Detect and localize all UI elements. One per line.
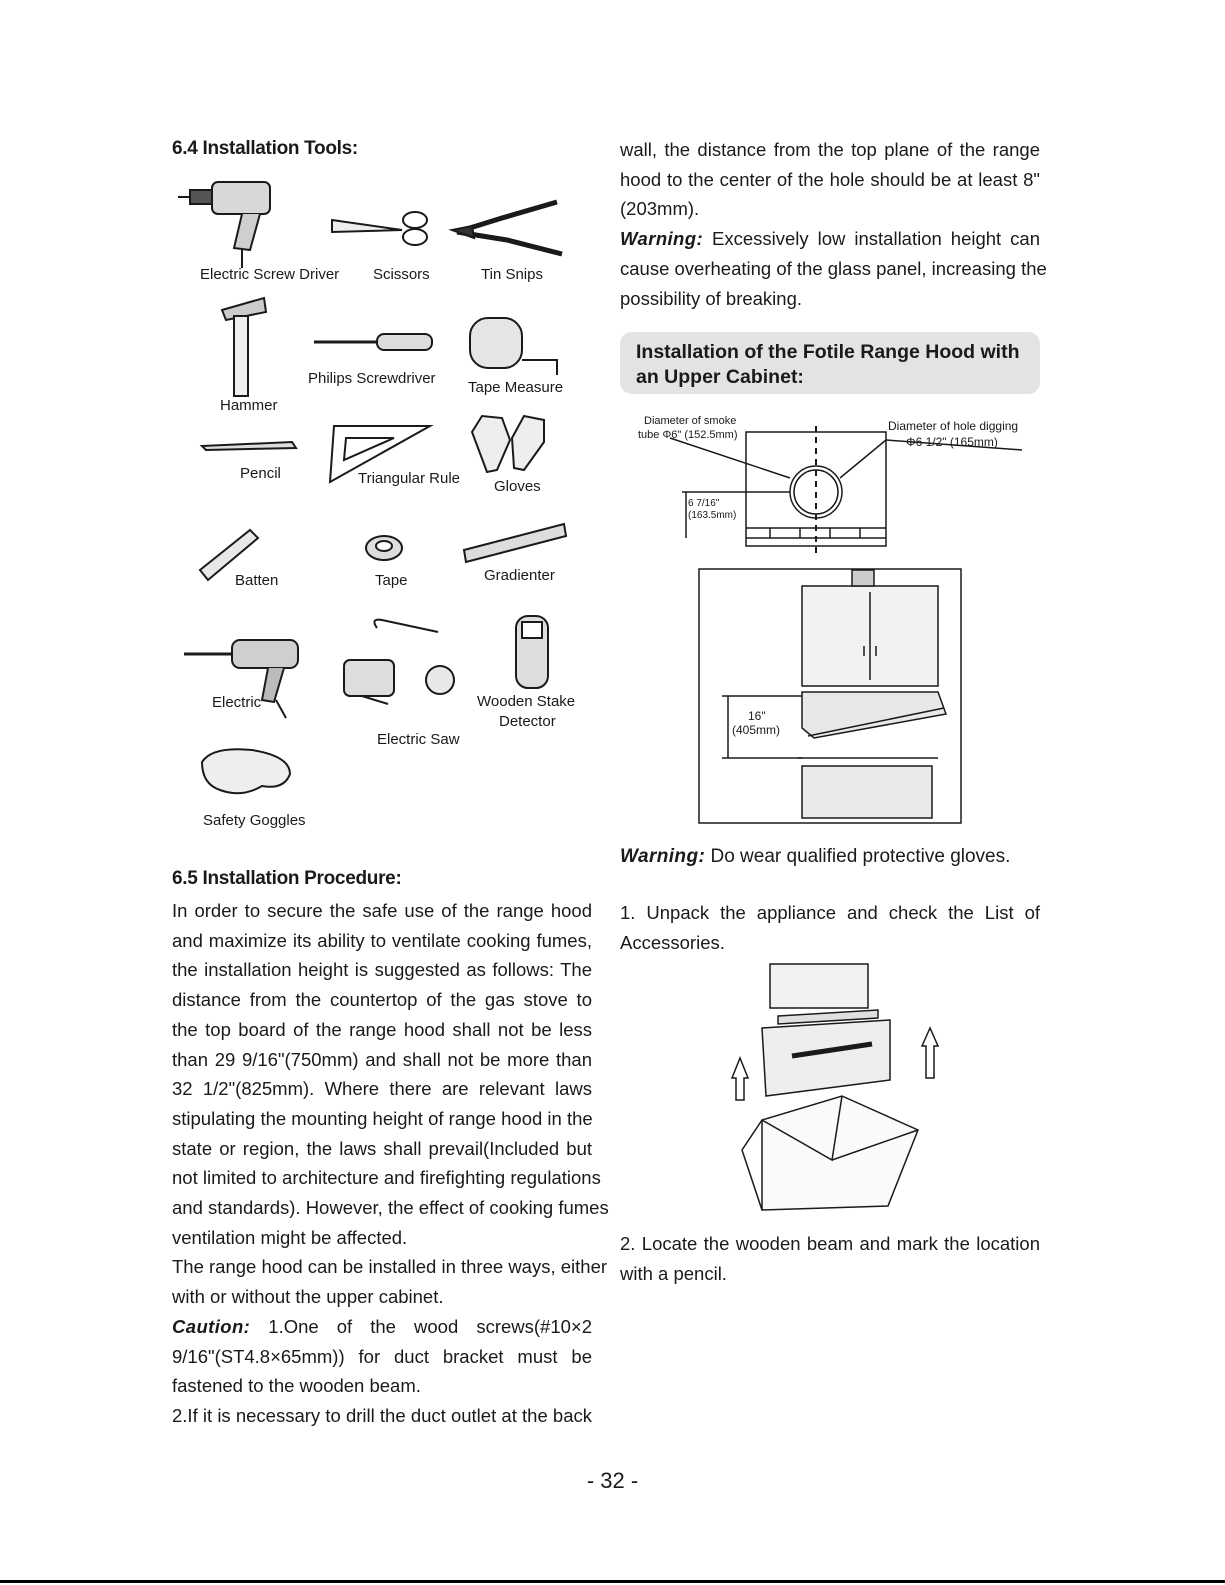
smoke-tube-label-1: Diameter of smoke [644,415,737,427]
section-box [620,332,1040,394]
hole-label-2: Φ6 1/2" (165mm) [906,435,998,449]
smoke-tube-label-2: tube Φ6" (152.5mm) [638,429,738,441]
electric-saw-icon [344,620,454,704]
tool-label-gloves: Gloves [494,478,541,495]
gloves-icon [472,416,544,472]
tin-snips-icon [452,202,562,254]
hole-label-1: Diameter of hole digging [888,419,1019,433]
procedure-paragraph: In order to secure the safe use of the range hood and maximize its ability to ventilate cooking fumes, the installation height is suggested as follows: The distance from the countertop of the gas stove to the top board of the range hood shall not be less than 29 9/16"(750mm) and shall not be more than 32 1/2"(825mm). Where there are relevant laws stipulating the mounting height of range hood in the state or region, the laws shall prevail(Included but not limited to architecture and firefighting regulations and standards). However, the effect of cooking fumes ventilation might be affected. The range hood can be installed in three ways, either with or without the upper cabinet. Caution: 1.One of the wood screws(#10×2 9/16"(ST4.8×65mm)) for duct bracket must be fastened to the wooden beam. 2.If it is necessary to drill the duct outlet at the back [172,900,609,1426]
tool-label-safety-goggles: Safety Goggles [203,812,306,829]
page-number: - 32 - [586,1468,639,1493]
warning-gloves: Warning: Do wear qualified protective gloves. [620,846,1011,867]
step-1: 1. Unpack the appliance and check the List of Accessories. [620,902,1040,953]
tape-measure-icon [470,318,557,375]
box-title-line2: an Upper Cabinet: [636,366,804,388]
tools-heading: 6.4 Installation Tools: [172,138,358,159]
tool-label-pencil: Pencil [240,465,281,482]
tool-label-gradienter: Gradienter [484,567,555,584]
range-hood-cabinet-diagram [698,568,962,824]
dim-label-1a: 6 7/16" [688,498,720,509]
tool-label-wooden-stake: Wooden Stake [477,693,576,710]
continued-paragraph: wall, the distance from the top plane of the range hood to the center of the hole should be at least 8" (203mm). Warning: Excessively low installation height can cause overheating of the glass panel, increasing the possibility of breaking. [620,139,1047,309]
tool-label-tin-snips: Tin Snips [481,266,543,283]
tool-label-electric: Electric [212,694,262,711]
drill-icon [178,182,270,268]
tool-label-electric-screw-driver: Electric Screw Driver [200,266,340,283]
goggles-icon [202,749,290,793]
screwdriver-icon [314,334,432,350]
stud-detector-icon [516,616,548,688]
tool-label-philips-screwdriver: Philips Screwdriver [308,370,436,387]
tool-label-triangular-rule: Triangular Rule [358,470,460,487]
tool-label-hammer: Hammer [220,397,278,414]
tool-label-detector: Detector [499,713,556,730]
tape-roll-icon [366,536,402,560]
tool-label-scissors: Scissors [373,266,430,283]
dim-label-1b: (163.5mm) [688,510,737,521]
tool-label-electric-saw: Electric Saw [377,731,460,748]
box-title-line1: Installation of the Fotile Range Hood with [636,341,1020,363]
hole-diagram [630,408,1030,556]
tool-label-tape: Tape [375,572,408,589]
unpack-illustration [722,960,942,1216]
step-2: 2. Locate the wooden beam and mark the location with a pencil. [620,1233,1040,1284]
dim-label-2a: 16" [748,709,766,723]
scissors-icon [332,212,427,245]
hammer-icon [222,298,266,396]
pencil-icon [202,442,296,450]
bottom-rule [0,1580,1225,1583]
tool-label-batten: Batten [235,572,279,589]
level-icon [464,524,566,562]
procedure-heading: 6.5 Installation Procedure: [172,868,402,889]
tool-label-tape-measure: Tape Measure [468,379,564,396]
dim-label-2b: (405mm) [732,723,781,737]
